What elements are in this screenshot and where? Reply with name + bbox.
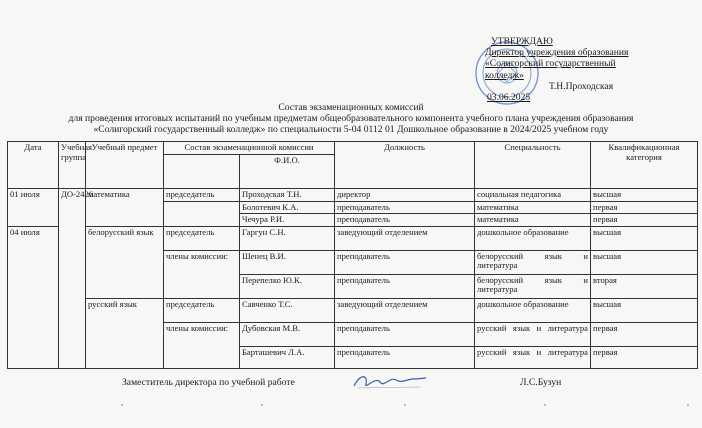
exam-date: 01 июля — [8, 189, 59, 227]
footer-name: Л.С.Бузун — [520, 377, 562, 388]
member-specialty: социальная педагогика — [475, 189, 591, 202]
header-position: Должность — [335, 142, 475, 189]
table-row — [8, 298, 698, 322]
document-title: Состав экзаменационных комиссий — [278, 102, 424, 113]
member-position: преподаватель — [335, 346, 475, 368]
member-position: преподаватель — [335, 322, 475, 346]
header-role — [164, 155, 240, 189]
member-position: директор — [335, 189, 475, 202]
member-specialty: дошкольное образование — [475, 226, 591, 250]
role-label: председатель — [164, 189, 240, 202]
member-category: высшая — [591, 250, 698, 274]
member-position: преподаватель — [335, 250, 475, 274]
member-specialty: русский язык и литература — [475, 346, 591, 368]
approval-heading: УТВЕРЖДАЮ — [491, 36, 553, 47]
scan-artifacts — [0, 401, 702, 411]
member-specialty: математика — [475, 214, 591, 227]
member-category: высшая — [591, 298, 698, 322]
member-name: Дубовская М.В. — [240, 322, 335, 346]
member-category: вторая — [591, 274, 698, 298]
approval-block — [485, 36, 695, 103]
member-name: Барташевич Л.А. — [240, 346, 335, 368]
header-group: Учебная группа — [59, 142, 86, 189]
member-position: заведующий отделением — [335, 298, 475, 322]
member-name: Болотевич К.А. — [240, 201, 335, 214]
member-category: первая — [591, 346, 698, 368]
member-position: заведующий отделением — [335, 226, 475, 250]
role-label: члены комиссии: — [164, 250, 240, 298]
signature-icon — [350, 370, 430, 392]
approval-signer: Т.Н.Проходская — [549, 80, 614, 92]
member-name: Чечура Р.И. — [240, 214, 335, 227]
subject-name: математика — [86, 189, 164, 227]
member-position: преподаватель — [335, 201, 475, 214]
table-row — [8, 226, 698, 250]
member-category: высшая — [591, 226, 698, 250]
member-specialty: белорусский язык и литература — [475, 274, 591, 298]
approval-org: «Солигорский государственный — [485, 58, 616, 70]
approval-date: 03.06.2025 — [487, 92, 531, 104]
role-label: члены комиссии: — [164, 322, 240, 368]
approval-org-2: колледж» — [485, 69, 524, 81]
header-category: Квалификационная категория — [591, 142, 698, 189]
document-subtitle-2: «Солигорский государственный колледж» по специальности 5-04 0112 01 Дошкольное образование в 2024/2025 учебном году — [93, 124, 609, 135]
header-commission: Состав экзаменационной комиссии — [164, 142, 335, 155]
commission-table — [7, 141, 698, 369]
member-position: преподаватель — [335, 274, 475, 298]
header-date: Дата — [8, 142, 59, 189]
member-category: первая — [591, 322, 698, 346]
member-name: Шенец В.И. — [240, 250, 335, 274]
member-category: первая — [591, 201, 698, 214]
exam-date: 04 июля — [8, 226, 59, 368]
member-specialty: математика — [475, 201, 591, 214]
role-label: председатель — [164, 226, 240, 250]
member-category: первая — [591, 214, 698, 227]
member-name: Перепелко Ю.К. — [240, 274, 335, 298]
group-code: ДО-2426 — [59, 189, 86, 369]
subject-name: русский язык — [86, 298, 164, 368]
document-subtitle-1: для проведения итоговых испытаний по учебным предметам общеобразовательного компонента учебного плана учреждения образования — [68, 113, 634, 124]
member-specialty: белорусский язык и литература — [475, 250, 591, 274]
approval-role: Директор учреждения образования — [485, 47, 629, 59]
role-label — [164, 201, 240, 226]
member-position: преподаватель — [335, 214, 475, 227]
subject-name: белорусский язык — [86, 226, 164, 298]
member-specialty: дошкольное образование — [475, 298, 591, 322]
header-specialty: Специальность — [475, 142, 591, 189]
member-category: высшая — [591, 189, 698, 202]
member-name: Гаргун С.Н. — [240, 226, 335, 250]
table-row — [8, 189, 698, 202]
member-name: Савченко Т.С. — [240, 298, 335, 322]
member-name: Проходская Т.Н. — [240, 189, 335, 202]
footer-role: Заместитель директора по учебной работе — [122, 377, 295, 388]
role-label: председатель — [164, 298, 240, 322]
header-fio: Ф.И.О. — [240, 155, 335, 189]
header-subject: Учебный предмет — [86, 142, 164, 189]
member-specialty: русский язык и литература — [475, 322, 591, 346]
